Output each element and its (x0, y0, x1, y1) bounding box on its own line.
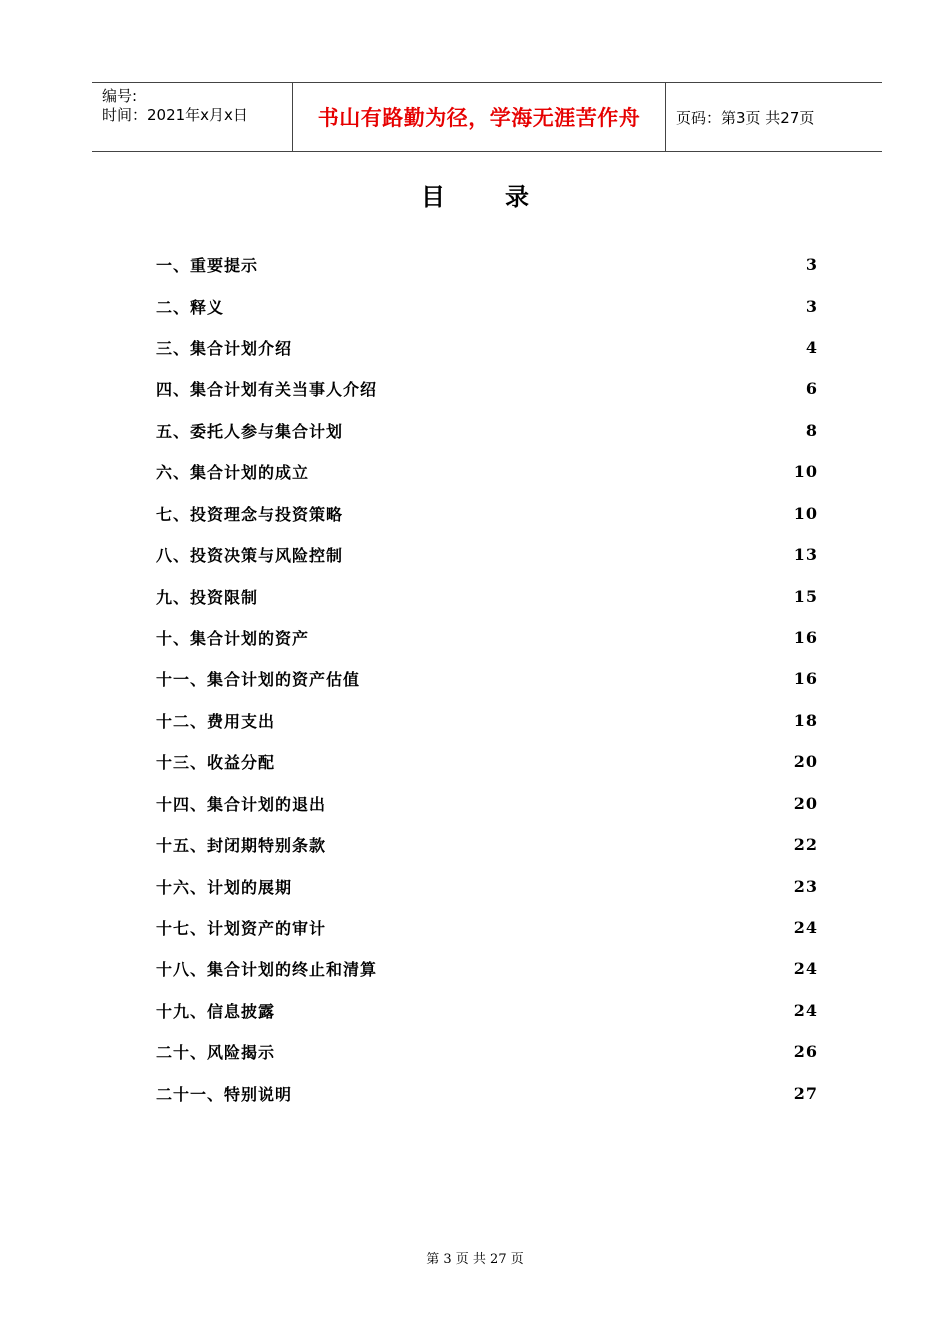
toc-entry-page-number: 18 (793, 710, 818, 730)
toc-dot-leader (328, 837, 792, 853)
toc-entry-page-number: 6 (805, 379, 818, 399)
toc-dot-leader (294, 878, 792, 894)
toc-entry-page-number: 20 (793, 793, 818, 813)
toc-entry-label: 六、集合计划的成立 (156, 463, 310, 483)
toc-entry-page-number: 20 (793, 752, 818, 772)
toc-dot-leader (379, 381, 804, 397)
toc-entry-page-number: 26 (793, 1042, 818, 1062)
toc-entry[interactable] (156, 700, 818, 741)
toc-entry-label: 四、集合计划有关当事人介绍 (156, 380, 378, 400)
toc-entry-label: 十六、计划的展期 (156, 877, 293, 897)
header-motto: 书山有路勤为径，学海无涯苦作舟 (293, 83, 666, 151)
toc-entry-label: 十二、费用支出 (156, 711, 276, 731)
toc-entry-page-number: 10 (793, 462, 818, 482)
table-of-contents (156, 244, 818, 1114)
toc-entry-page-number: 15 (793, 586, 818, 606)
toc-dot-leader (379, 961, 792, 977)
toc-entry-page-number: 3 (805, 296, 818, 316)
toc-entry-page-number: 24 (793, 917, 818, 937)
toc-entry-page-number: 24 (793, 959, 818, 979)
toc-dot-leader (277, 712, 792, 728)
toc-entry-label: 九、投资限制 (156, 587, 259, 607)
toc-entry-page-number: 22 (793, 835, 818, 855)
toc-entry-label: 十九、信息披露 (156, 1001, 276, 1021)
toc-dot-leader (345, 505, 792, 521)
toc-entry[interactable] (156, 824, 818, 865)
toc-entry-page-number: 8 (805, 420, 818, 440)
toc-dot-leader (294, 340, 804, 356)
toc-entry[interactable] (156, 1031, 818, 1072)
toc-entry-label: 十一、集合计划的资产估值 (156, 670, 361, 690)
toc-entry-label: 十四、集合计划的退出 (156, 794, 327, 814)
toc-entry-label: 十七、计划资产的审计 (156, 918, 327, 938)
toc-dot-leader (328, 795, 792, 811)
toc-entry[interactable] (156, 451, 818, 492)
page-header (92, 82, 882, 152)
toc-entry[interactable] (156, 368, 818, 409)
toc-entry[interactable] (156, 782, 818, 823)
toc-entry[interactable] (156, 493, 818, 534)
toc-entry[interactable] (156, 907, 818, 948)
toc-dot-leader (277, 1002, 792, 1018)
toc-entry[interactable] (156, 617, 818, 658)
toc-dot-leader (345, 422, 804, 438)
toc-dot-leader (311, 464, 792, 480)
toc-entry[interactable] (156, 534, 818, 575)
header-page-info: 页码：第3页 共27页 (676, 108, 815, 127)
toc-entry-page-number: 27 (793, 1083, 818, 1103)
header-meta-cell (92, 83, 293, 151)
toc-entry-page-number: 23 (793, 876, 818, 896)
toc-entry-label: 二十一、特别说明 (156, 1084, 293, 1104)
toc-entry[interactable] (156, 741, 818, 782)
toc-entry[interactable] (156, 575, 818, 616)
toc-entry-label: 一、重要提示 (156, 256, 259, 276)
toc-entry-label: 十、集合计划的资产 (156, 629, 310, 648)
toc-entry[interactable] (156, 1072, 818, 1113)
toc-entry-label: 三、集合计划介绍 (156, 339, 293, 359)
toc-entry-page-number: 10 (793, 503, 818, 523)
toc-entry[interactable] (156, 410, 818, 451)
toc-entry-label: 十五、封闭期特别条款 (156, 836, 327, 856)
page-footer: 第 3 页 共 27 页 (426, 1252, 524, 1267)
toc-entry-page-number: 16 (793, 669, 818, 689)
document-date-label: 时间：2021年x月x日 (102, 106, 248, 124)
toc-entry[interactable] (156, 948, 818, 989)
toc-dot-leader (260, 257, 804, 273)
toc-dot-leader (345, 547, 792, 563)
toc-entry-label: 七、投资理念与投资策略 (156, 504, 344, 524)
document-number-label: 编号: (102, 87, 138, 105)
toc-entry-label: 二、释义 (156, 297, 225, 317)
toc-entry-page-number: 16 (793, 628, 818, 647)
toc-dot-leader (311, 630, 792, 646)
toc-entry-page-number: 3 (805, 255, 818, 275)
toc-dot-leader (362, 671, 792, 687)
toc-entry-label: 十三、收益分配 (156, 753, 276, 773)
toc-entry[interactable] (156, 658, 818, 699)
toc-entry[interactable] (156, 865, 818, 906)
toc-entry-page-number: 4 (805, 338, 818, 358)
toc-dot-leader (277, 1044, 792, 1060)
toc-entry-label: 八、投资决策与风险控制 (156, 546, 344, 566)
toc-dot-leader (328, 919, 792, 935)
toc-dot-leader (277, 754, 792, 770)
toc-dot-leader (260, 588, 792, 604)
toc-dot-leader (226, 298, 804, 314)
toc-entry-label: 五、委托人参与集合计划 (156, 421, 344, 441)
toc-entry[interactable] (156, 244, 818, 285)
toc-entry[interactable] (156, 285, 818, 326)
toc-entry[interactable] (156, 327, 818, 368)
toc-entry[interactable] (156, 990, 818, 1031)
toc-entry-label: 十八、集合计划的终止和清算 (156, 960, 378, 980)
toc-dot-leader (294, 1085, 792, 1101)
toc-entry-page-number: 24 (793, 1000, 818, 1020)
toc-entry-label: 二十、风险揭示 (156, 1043, 276, 1063)
page-title: 目录 (421, 182, 589, 211)
toc-entry-page-number: 13 (793, 545, 818, 565)
